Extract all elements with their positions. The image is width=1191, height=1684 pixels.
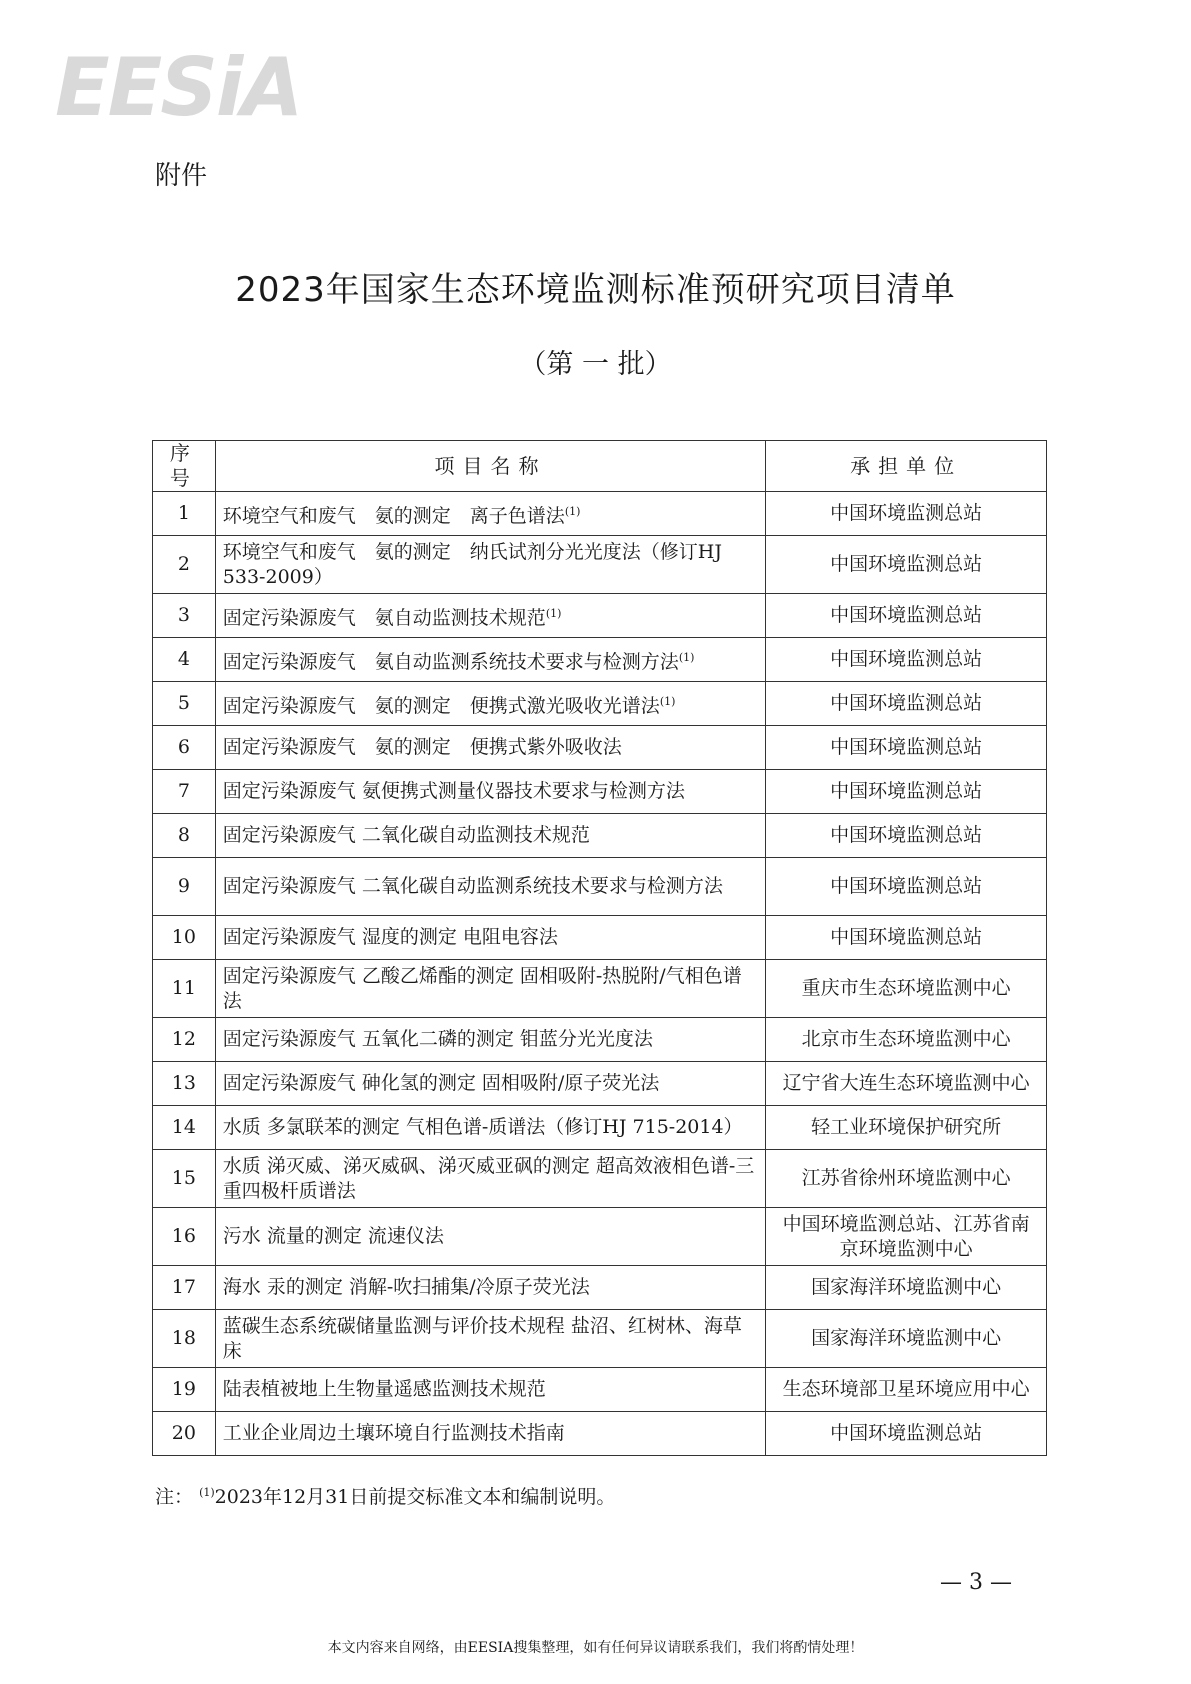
row-organization: 生态环境部卫星环境应用中心 <box>766 1368 1047 1412</box>
row-number: 18 <box>153 1310 216 1368</box>
row-number: 6 <box>153 726 216 770</box>
row-number: 2 <box>153 536 216 594</box>
table-row <box>153 726 1047 770</box>
row-number: 17 <box>153 1266 216 1310</box>
project-name-text: 陆表植被地上生物量遥感监测技术规范 <box>222 1378 546 1400</box>
row-number: 3 <box>153 594 216 638</box>
row-project-name <box>215 1018 765 1062</box>
table-row <box>153 594 1047 638</box>
row-organization: 江苏省徐州环境监测中心 <box>766 1150 1047 1208</box>
row-number: 9 <box>153 858 216 916</box>
table-row <box>153 682 1047 726</box>
project-name-text: 固定污染源废气 氨便携式测量仪器技术要求与检测方法 <box>222 780 685 802</box>
project-table <box>152 440 1047 1456</box>
row-organization: 中国环境监测总站 <box>766 858 1047 916</box>
project-name-text: 蓝碳生态系统碳储量监测与评价技术规程 盐沼、红树林、海草床 <box>222 1314 742 1362</box>
row-project-name <box>215 726 765 770</box>
page-number: — 3 — <box>940 1570 1012 1595</box>
project-name-text: 污水 流量的测定 流速仪法 <box>222 1225 444 1247</box>
row-number: 10 <box>153 916 216 960</box>
table-row <box>153 770 1047 814</box>
row-project-name <box>215 1208 765 1266</box>
table-body <box>153 492 1047 1456</box>
row-organization: 北京市生态环境监测中心 <box>766 1018 1047 1062</box>
row-organization: 中国环境监测总站 <box>766 1412 1047 1456</box>
row-number: 12 <box>153 1018 216 1062</box>
header-name: 项目名称 <box>215 441 765 492</box>
row-project-name <box>215 536 765 594</box>
row-number: 4 <box>153 638 216 682</box>
row-project-name <box>215 770 765 814</box>
row-organization: 中国环境监测总站 <box>766 638 1047 682</box>
row-organization: 中国环境监测总站 <box>766 682 1047 726</box>
row-number: 19 <box>153 1368 216 1412</box>
row-project-name <box>215 1266 765 1310</box>
row-project-name <box>215 858 765 916</box>
project-name-text: 固定污染源废气 二氧化碳自动监测系统技术要求与检测方法 <box>222 875 723 897</box>
table-row <box>153 1018 1047 1062</box>
project-name-text: 环境空气和废气 氨的测定 离子色谱法 <box>222 504 565 527</box>
row-organization: 中国环境监测总站、江苏省南京环境监测中心 <box>766 1208 1047 1266</box>
table-row <box>153 638 1047 682</box>
row-organization: 中国环境监测总站 <box>766 536 1047 594</box>
table-row <box>153 1412 1047 1456</box>
footnote-marker: (1) <box>199 1486 215 1499</box>
row-project-name <box>215 682 765 726</box>
footnote-text: 2023年12月31日前提交标准文本和编制说明。 <box>214 1486 616 1508</box>
row-number: 20 <box>153 1412 216 1456</box>
row-project-name <box>215 960 765 1018</box>
project-name-text: 环境空气和废气 氨的测定 纳氏试剂分光光度法（修订HJ 533-2009） <box>222 540 742 588</box>
table-row <box>153 916 1047 960</box>
table-row <box>153 1106 1047 1150</box>
table-row <box>153 1208 1047 1266</box>
row-number: 8 <box>153 814 216 858</box>
table-row <box>153 1150 1047 1208</box>
row-number: 7 <box>153 770 216 814</box>
footnote-marker: (1) <box>678 650 695 664</box>
project-name-text: 固定污染源废气 砷化氢的测定 固相吸附/原子荧光法 <box>222 1072 660 1094</box>
table-row <box>153 1310 1047 1368</box>
row-project-name <box>215 1106 765 1150</box>
row-organization: 中国环境监测总站 <box>766 770 1047 814</box>
row-organization: 中国环境监测总站 <box>766 814 1047 858</box>
footnote-marker: (1) <box>545 606 562 620</box>
header-org: 承担单位 <box>766 441 1047 492</box>
table-header-row <box>153 441 1047 492</box>
attachment-label: 附件 <box>155 161 208 191</box>
footnote-prefix: 注： <box>155 1486 194 1508</box>
table-row <box>153 1266 1047 1310</box>
row-organization: 重庆市生态环境监测中心 <box>766 960 1047 1018</box>
row-project-name <box>215 1412 765 1456</box>
row-number: 15 <box>153 1150 216 1208</box>
row-number: 1 <box>153 492 216 536</box>
row-organization: 国家海洋环境监测中心 <box>766 1266 1047 1310</box>
footnote-marker: (1) <box>659 694 676 708</box>
footnote <box>155 1482 615 1509</box>
header-no: 序号 <box>153 441 216 492</box>
row-organization: 辽宁省大连生态环境监测中心 <box>766 1062 1047 1106</box>
row-organization: 中国环境监测总站 <box>766 916 1047 960</box>
project-name-text: 固定污染源废气 二氧化碳自动监测技术规范 <box>222 824 590 846</box>
row-project-name <box>215 1310 765 1368</box>
project-name-text: 固定污染源废气 湿度的测定 电阻电容法 <box>222 926 558 948</box>
row-project-name <box>215 594 765 638</box>
row-project-name <box>215 1150 765 1208</box>
row-organization: 中国环境监测总站 <box>766 594 1047 638</box>
row-number: 14 <box>153 1106 216 1150</box>
eesia-logo: EESiA <box>55 41 302 134</box>
row-project-name <box>215 814 765 858</box>
document-subtitle: （第 一 批） <box>519 349 672 380</box>
row-organization: 国家海洋环境监测中心 <box>766 1310 1047 1368</box>
row-project-name <box>215 1062 765 1106</box>
project-name-text: 固定污染源废气 氨的测定 便携式激光吸收光谱法 <box>222 694 660 717</box>
row-organization: 中国环境监测总站 <box>766 726 1047 770</box>
project-name-text: 固定污染源废气 五氧化二磷的测定 钼蓝分光光度法 <box>222 1028 653 1050</box>
table-row <box>153 1062 1047 1106</box>
row-number: 5 <box>153 682 216 726</box>
table-row <box>153 814 1047 858</box>
footer-disclaimer: 本文内容来自网络，由EESIA搜集整理，如有任何异议请联系我们，我们将酌情处理！ <box>327 1640 864 1656</box>
row-project-name <box>215 916 765 960</box>
project-name-text: 水质 多氯联苯的测定 气相色谱-质谱法（修订HJ 715-2014） <box>222 1116 743 1138</box>
document-title: 2023年国家生态环境监测标准预研究项目清单 <box>235 270 956 310</box>
project-name-text: 固定污染源废气 乙酸乙烯酯的测定 固相吸附-热脱附/气相色谱法 <box>222 964 742 1012</box>
table-row <box>153 536 1047 594</box>
row-number: 13 <box>153 1062 216 1106</box>
row-project-name <box>215 492 765 536</box>
row-organization: 中国环境监测总站 <box>766 492 1047 536</box>
project-name-text: 固定污染源废气 氨的测定 便携式紫外吸收法 <box>222 736 622 758</box>
project-name-text: 工业企业周边土壤环境自行监测技术指南 <box>222 1422 565 1444</box>
row-organization: 轻工业环境保护研究所 <box>766 1106 1047 1150</box>
footnote-marker: (1) <box>564 504 581 518</box>
table-row <box>153 1368 1047 1412</box>
project-name-text: 固定污染源废气 氨自动监测系统技术要求与检测方法 <box>222 650 679 673</box>
row-number: 16 <box>153 1208 216 1266</box>
row-number: 11 <box>153 960 216 1018</box>
row-project-name <box>215 638 765 682</box>
table-row <box>153 492 1047 536</box>
table-row <box>153 960 1047 1018</box>
project-name-text: 海水 汞的测定 消解-吹扫捕集/冷原子荧光法 <box>222 1276 590 1298</box>
project-name-text: 固定污染源废气 氨自动监测技术规范 <box>222 606 546 629</box>
row-project-name <box>215 1368 765 1412</box>
table-row <box>153 858 1047 916</box>
project-name-text: 水质 涕灭威、涕灭威砜、涕灭威亚砜的测定 超高效液相色谱-三重四极杆质谱法 <box>222 1154 755 1202</box>
